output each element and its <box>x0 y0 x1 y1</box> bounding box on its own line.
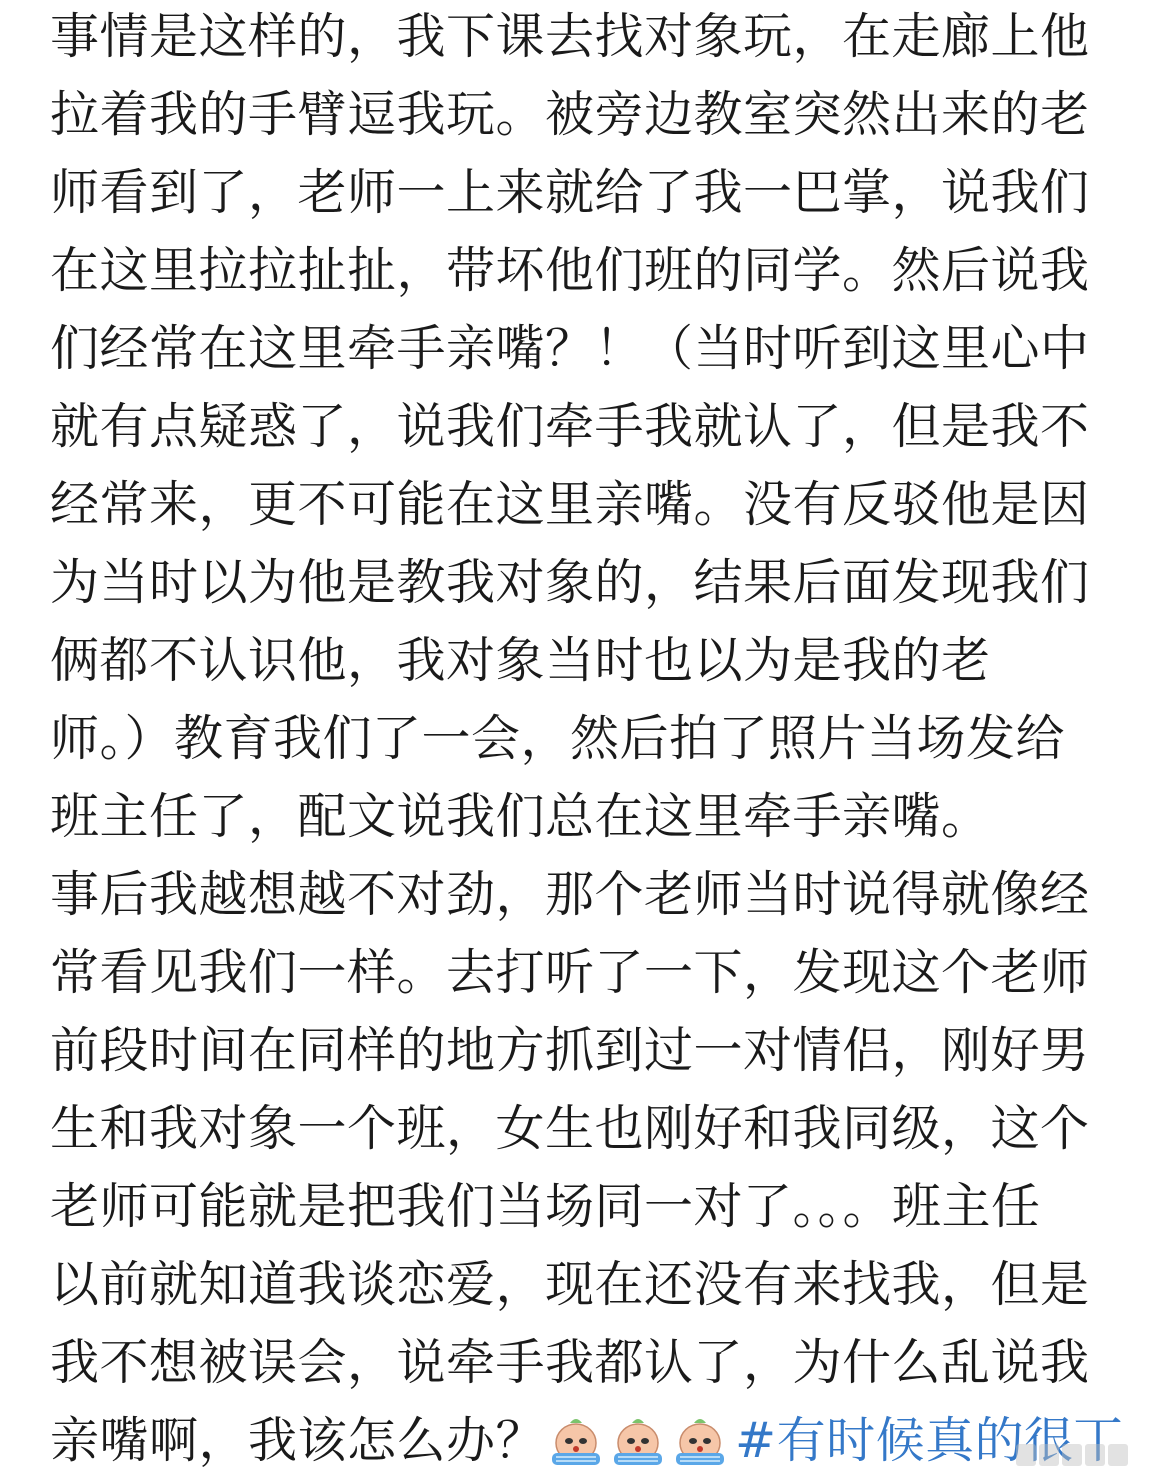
post-text-line: 前段时间在同样的地方抓到过一对情侣，刚好男 <box>50 1022 1090 1079</box>
post-body <box>50 0 1140 1480</box>
watermark-glyph <box>1108 1444 1128 1466</box>
post-text-line: 们经常在这里牵手亲嘴？！（当时听到这里心中 <box>50 320 1090 377</box>
watermark-glyph <box>1039 1444 1059 1466</box>
post-text-line: 事情是这样的，我下课去找对象玩，在走廊上他 <box>50 8 1090 65</box>
post-text-line: 事后我越想越不对劲，那个老师当时说得就像经 <box>50 866 1090 923</box>
post-text-line: 经常来，更不可能在这里亲嘴。没有反驳他是因 <box>50 476 1090 533</box>
hashtag-link[interactable]: #有时候真的很丅 <box>735 1412 1124 1469</box>
post-text-line: 生和我对象一个班，女生也刚好和我同级，这个 <box>50 1100 1090 1157</box>
post-text-line: 拉着我的手臂逗我玩。被旁边教室突然出来的老 <box>50 86 1090 143</box>
watermark-glyph <box>1085 1444 1105 1466</box>
post-text-line: 就有点疑惑了，说我们牵手我就认了，但是我不 <box>50 398 1090 455</box>
post-text-line: 老师可能就是把我们当场同一对了。。。班主任 <box>50 1178 1041 1235</box>
post-text-line: 我不想被误会，说牵手我都认了，为什么乱说我 <box>50 1334 1090 1391</box>
post-text-line: 班主任了，配文说我们总在这里牵手亲嘴。 <box>50 788 991 845</box>
watermark-glyph <box>1016 1444 1036 1466</box>
post-text-line: 以前就知道我谈恋爱，现在还没有来找我，但是 <box>50 1256 1090 1313</box>
watermark-glyph <box>1062 1444 1082 1466</box>
post-text-line: 俩都不认识他，我对象当时也以为是我的老 <box>50 632 991 689</box>
crying-face-icon <box>548 1413 604 1469</box>
crying-face-icon <box>672 1413 728 1469</box>
post-text-line: 在这里拉拉扯扯，带坏他们班的同学。然后说我 <box>50 242 1090 299</box>
post-text-line: 师。）教育我们了一会，然后拍了照片当场发给 <box>50 710 1066 767</box>
post-text-line: 师看到了，老师一上来就给了我一巴掌，说我们 <box>50 164 1090 221</box>
post-text-line: 为当时以为他是教我对象的，结果后面发现我们 <box>50 554 1090 611</box>
post-last-line <box>50 1402 1140 1480</box>
watermark <box>1016 1444 1166 1474</box>
post-text-line: 常看见我们一样。去打听了一下，发现这个老师 <box>50 944 1090 1001</box>
post-text-line: 亲嘴啊，我该怎么办？ <box>50 1412 546 1469</box>
crying-face-icon <box>610 1413 666 1469</box>
